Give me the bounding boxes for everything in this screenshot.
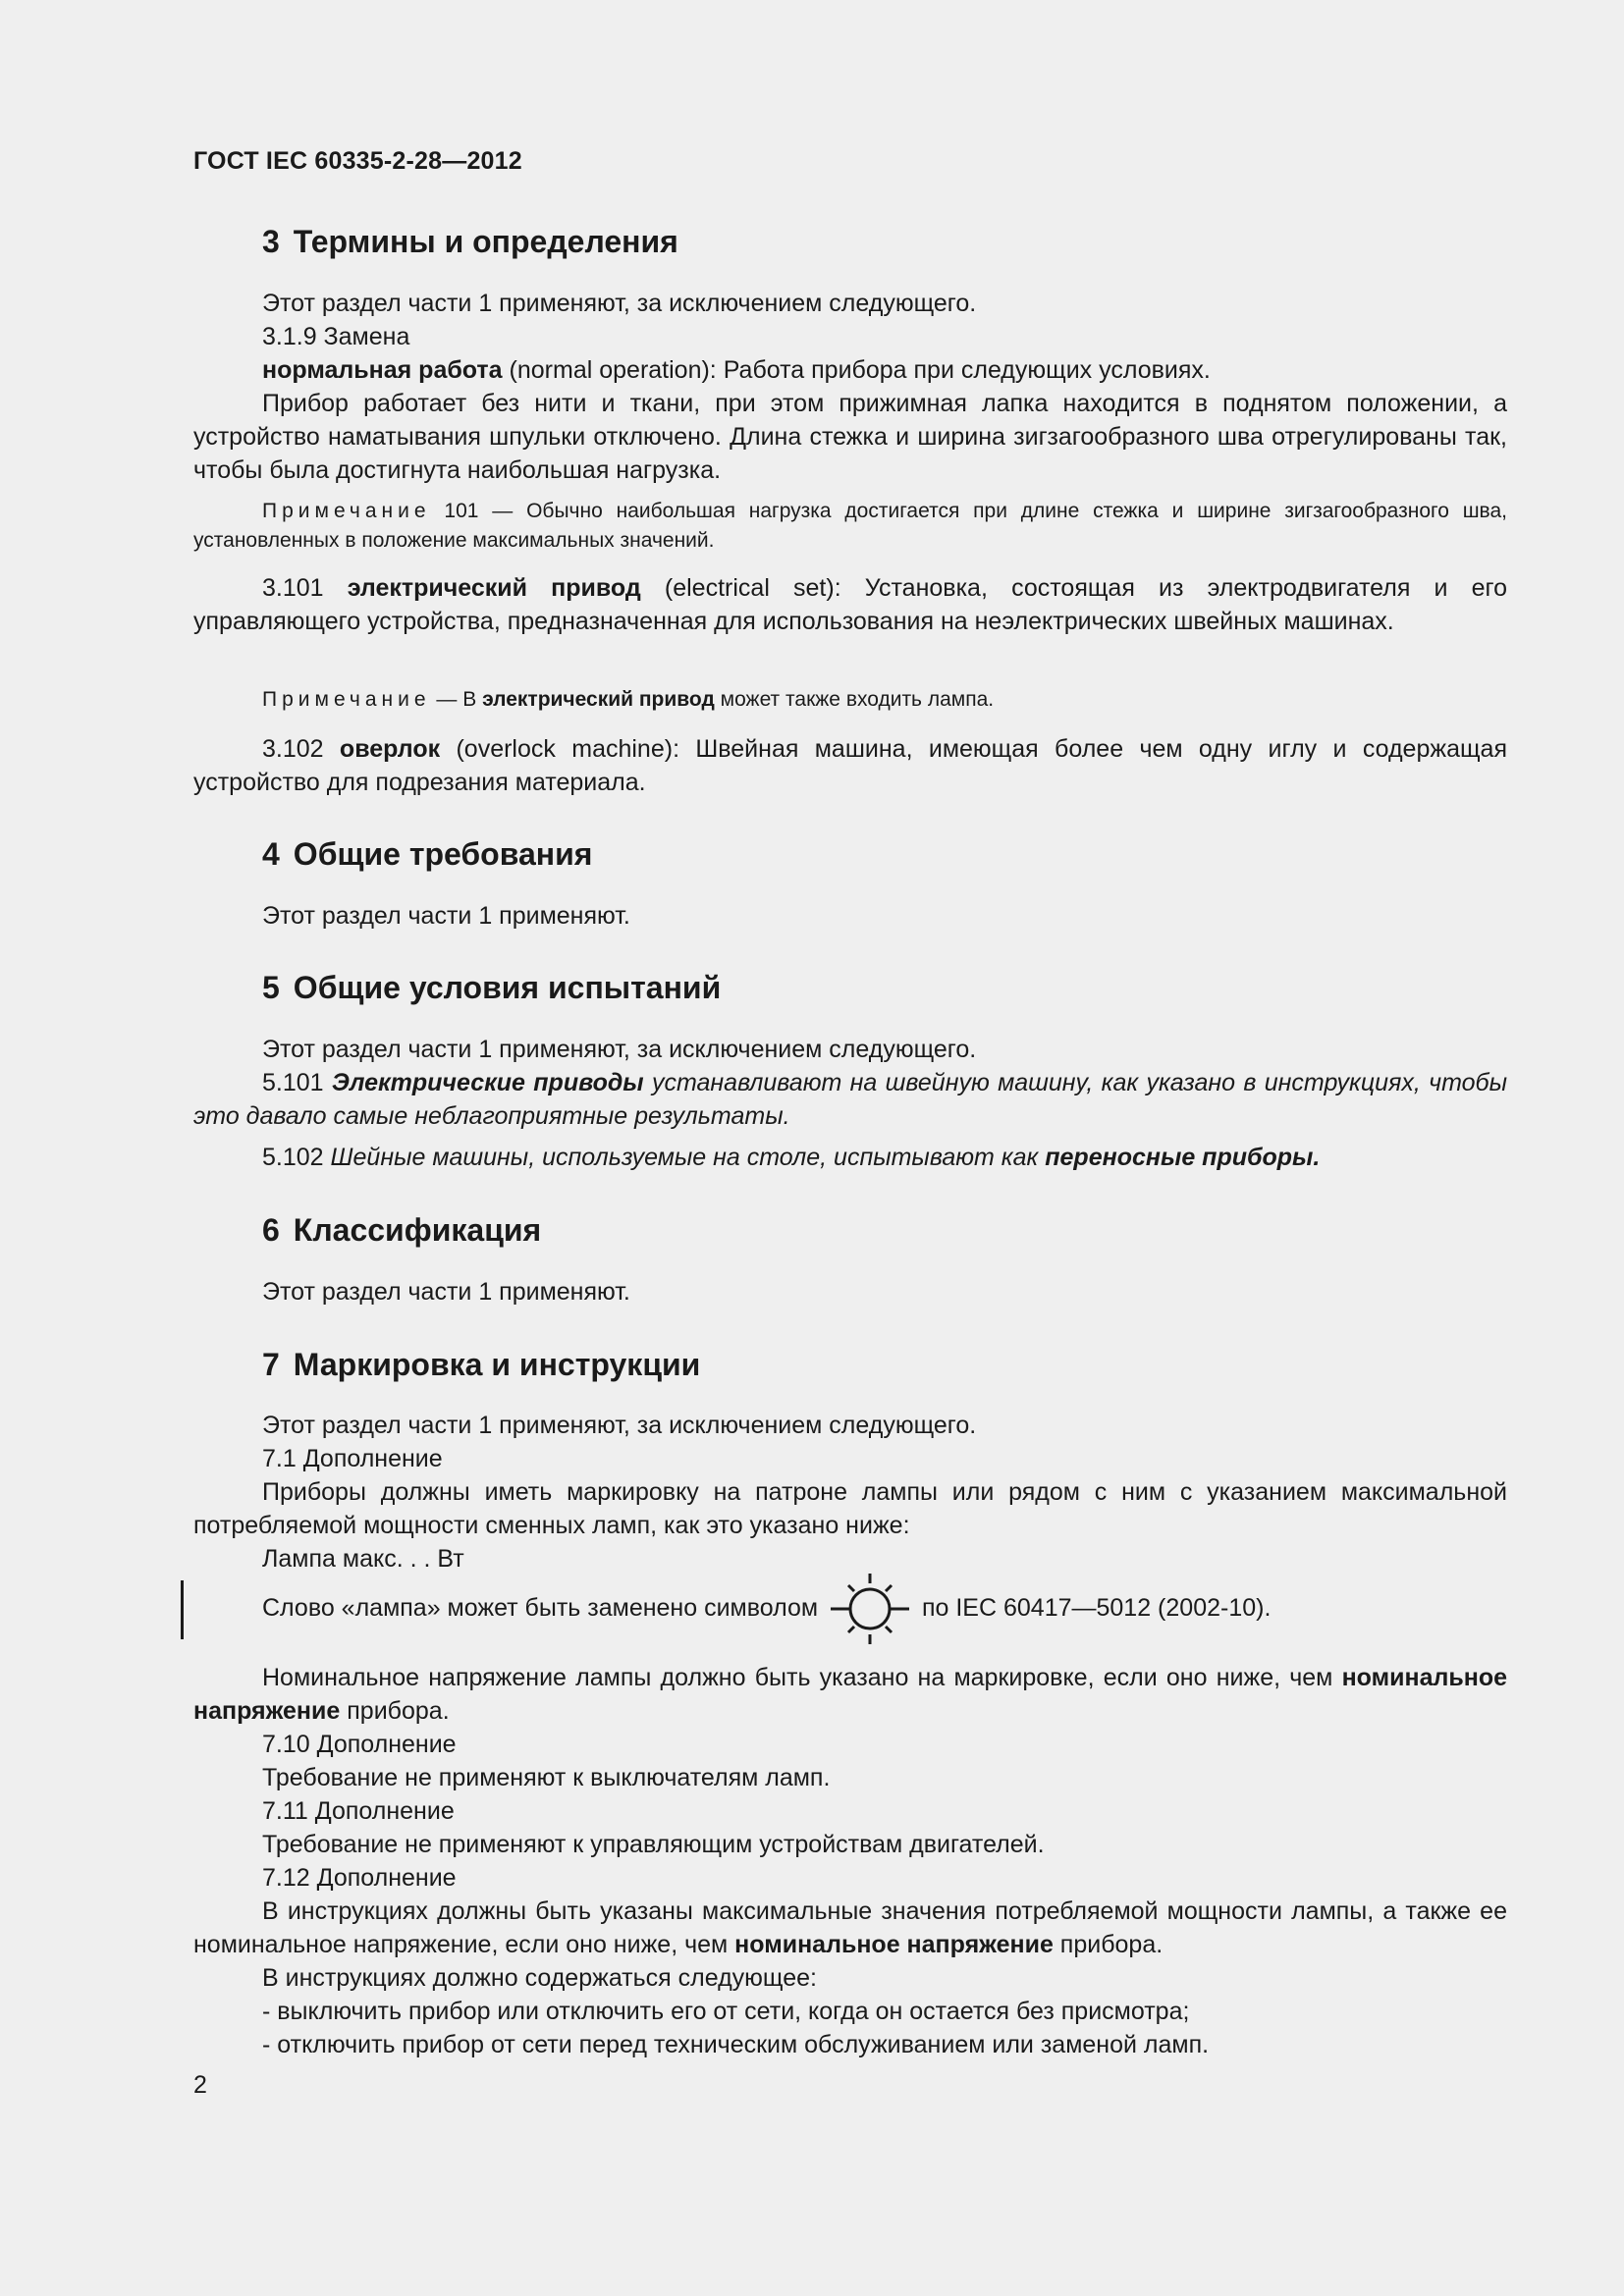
section-title: Термины и определения bbox=[293, 224, 678, 259]
note-label: Примечание bbox=[262, 500, 431, 522]
section-6-heading bbox=[262, 1212, 541, 1249]
term: нормальная работа bbox=[262, 356, 503, 384]
clause-number: 5.102 bbox=[262, 1144, 331, 1171]
clause-7-10-body: Требование не применяют к выключателям ламп. bbox=[262, 1764, 831, 1791]
section-title: Общие требования bbox=[293, 836, 593, 872]
symbol-text: по IEC 60417—5012 (2002-10). bbox=[921, 1594, 1272, 1622]
list-item: - выключить прибор или отключить его от сети, когда он остается без присмотра; bbox=[262, 1998, 1190, 2025]
section-7-heading bbox=[262, 1347, 700, 1383]
definition-text: (overlock machine): Швейная машина, имеющая более чем одну иглу и содержащая устройство для подрезания материала. bbox=[193, 735, 1507, 796]
clause-text: устанавливают на швейную машину, как указано в инструкциях, чтобы это давало самые неблагоприятные результаты. bbox=[193, 1069, 1507, 1130]
definition-text: (electrical set): Установка, состоящая из электродвигателя и его управляющего устройства, предназначенная для использования на неэлектрических швейных машинах. bbox=[193, 574, 1508, 635]
paragraph-text: В инструкциях должны быть указаны максимальные значения потребляемой мощности лампы, а также ее номинальное напряжение, если оно ниже, чем bbox=[193, 1897, 1507, 1958]
clause-number: 5.101 bbox=[262, 1069, 332, 1096]
clause-5-102 bbox=[262, 1141, 1507, 1174]
term: номинальное напряжение bbox=[734, 1931, 1054, 1958]
s3-intro: Этот раздел части 1 применяют, за исключением следующего. bbox=[262, 290, 977, 317]
note-text: — В bbox=[430, 688, 483, 711]
clause-7-11-label: 7.11 Дополнение bbox=[262, 1797, 455, 1825]
term: электрический привод bbox=[347, 574, 641, 602]
list-item: - отключить прибор от сети перед техническим обслуживанием или заменой ламп. bbox=[262, 2031, 1210, 2058]
clause-7-12-body bbox=[193, 1895, 1507, 1961]
clause-3-1-9-label: 3.1.9 Замена bbox=[262, 323, 410, 350]
clause-7-10-label: 7.10 Дополнение bbox=[262, 1731, 457, 1758]
term: Электрические приводы bbox=[331, 1069, 644, 1096]
clause-7-1-label: 7.1 Дополнение bbox=[262, 1445, 443, 1472]
clause-7-1-body: Приборы должны иметь маркировку на патроне лампы или рядом с ним с указанием максимальной потребляемой мощности сменных ламп, как это указано ниже: bbox=[193, 1478, 1507, 1539]
note-text: 101 — Обычно наибольшая нагрузка достигается при длине стежка и ширине зигзагообразного шва, установленных в положение максимальных значений. bbox=[193, 500, 1507, 552]
clause-7-11-body: Требование не применяют к управляющим устройствам двигателей. bbox=[262, 1831, 1045, 1858]
s7-intro: Этот раздел части 1 применяют, за исключением следующего. bbox=[262, 1412, 977, 1439]
note bbox=[193, 685, 1507, 715]
clause-7-12-label: 7.12 Дополнение bbox=[262, 1864, 457, 1892]
note-101 bbox=[193, 497, 1507, 556]
section-5-heading bbox=[262, 970, 721, 1006]
lamp-icon bbox=[829, 1572, 911, 1646]
s4-text: Этот раздел части 1 применяют. bbox=[262, 902, 630, 930]
section-title: Маркировка и инструкции bbox=[293, 1347, 701, 1382]
clause-text: Шейные машины, используемые на столе, испытывают как bbox=[330, 1144, 1046, 1171]
s6-text: Этот раздел части 1 применяют. bbox=[262, 1278, 630, 1306]
clause-number: 3.101 bbox=[262, 574, 348, 602]
section-3-heading bbox=[262, 224, 678, 260]
section-number: 7 bbox=[262, 1347, 280, 1382]
change-bar bbox=[181, 1580, 184, 1639]
clause-3-1-9-definition bbox=[262, 353, 1507, 387]
document-header: ГОСТ IEC 60335-2-28—2012 bbox=[193, 147, 522, 175]
symbol-text: Слово «лампа» может быть заменено символом bbox=[262, 1594, 819, 1622]
list-intro: В инструкциях должно содержаться следующее: bbox=[262, 1964, 817, 1992]
term: переносные приборы. bbox=[1045, 1144, 1321, 1171]
definition-text: (normal operation): Работа прибора при следующих условиях. bbox=[502, 356, 1211, 384]
note-label: Примечание bbox=[262, 688, 431, 711]
clause-3-101 bbox=[193, 571, 1507, 638]
clause-number: 3.102 bbox=[262, 735, 340, 763]
clause-5-101 bbox=[193, 1066, 1507, 1133]
term: оверлок bbox=[339, 735, 441, 763]
clause-3-102 bbox=[193, 732, 1507, 799]
section-number: 5 bbox=[262, 970, 280, 1005]
s5-intro: Этот раздел части 1 применяют, за исключением следующего. bbox=[262, 1036, 977, 1063]
note-text: может также входить лампа. bbox=[714, 688, 995, 711]
section-title: Общие условия испытаний bbox=[293, 970, 722, 1005]
section-number: 6 bbox=[262, 1212, 280, 1248]
document-page bbox=[193, 0, 1507, 2296]
term: номинальное напряжение bbox=[193, 1664, 1507, 1725]
voltage-paragraph bbox=[193, 1661, 1507, 1728]
lamp-symbol-line bbox=[262, 1571, 1507, 1646]
lamp-marking: Лампа макс. . . Вт bbox=[262, 1545, 464, 1573]
section-4-heading bbox=[262, 836, 592, 873]
section-number: 4 bbox=[262, 836, 280, 872]
paragraph-text: Номинальное напряжение лампы должно быть указано на маркировке, если оно ниже, чем bbox=[262, 1664, 1342, 1691]
paragraph-text: прибора. bbox=[340, 1697, 450, 1725]
section-number: 3 bbox=[262, 224, 280, 259]
page-number: 2 bbox=[193, 2071, 207, 2099]
paragraph-text: прибора. bbox=[1053, 1931, 1164, 1958]
term: электрический привод bbox=[482, 688, 715, 711]
section-title: Классификация bbox=[293, 1212, 542, 1248]
clause-3-1-9-body: Прибор работает без нити и ткани, при этом прижимная лапка находится в поднятом положении, а устройство наматывания шпульки отключено. Длина стежка и ширина зигзагообразного шва отрегулированы так, чтобы была достигнута наибольшая нагрузка. bbox=[193, 390, 1507, 484]
